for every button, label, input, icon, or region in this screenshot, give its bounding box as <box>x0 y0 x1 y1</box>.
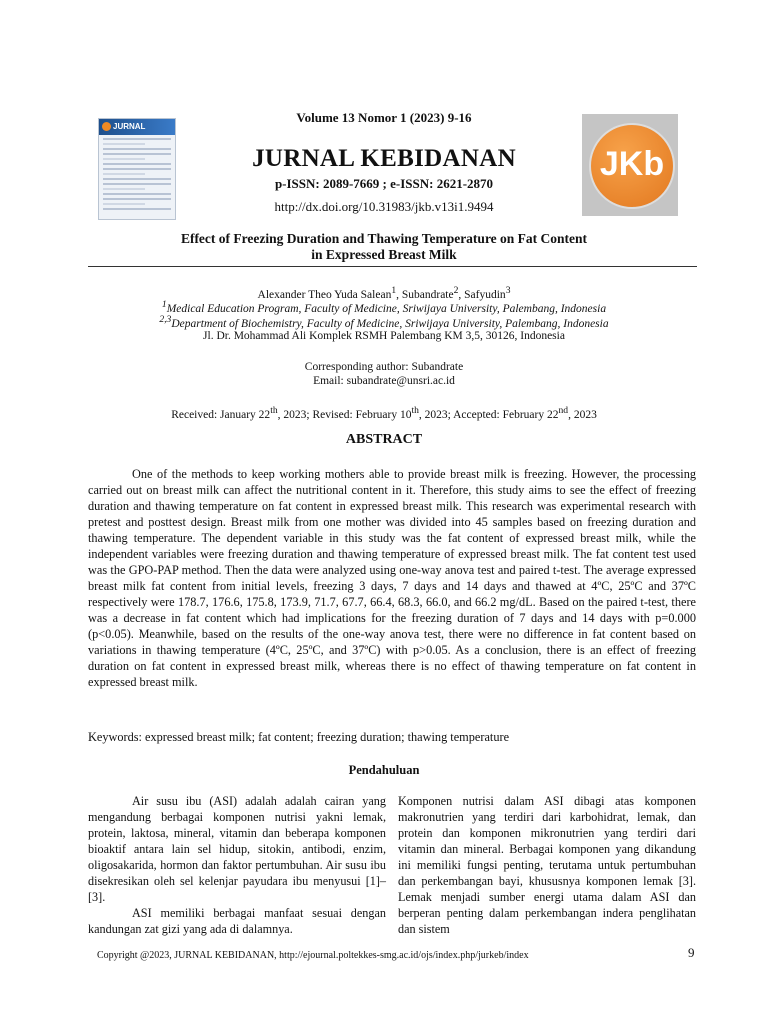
volume-info: Volume 13 Nomor 1 (2023) 9-16 <box>296 110 472 125</box>
header-divider <box>88 266 697 267</box>
journal-logo <box>582 114 678 216</box>
intro-column-left <box>88 793 386 937</box>
page-number: 9 <box>688 945 695 960</box>
intro-column-right <box>398 793 696 937</box>
intro-paragraph: Komponen nutrisi dalam ASI dibagi atas komponen makronutrien yang terdiri dari karbohidrat, lemak, dan protein dan komponen mikronutrien yang terdiri dari vitamin dan mineral. Berbagai komponen yang dikandung ini memiliki fungsi penting, terutama untuk pertumbuhan dan perkembangan bayi, khususnya komponen lemak [3]. Lemak menjadi sumber energi utama dalam ASI dan berperan penting dalam perkembangan indera penglihatan dan sistem <box>398 794 696 936</box>
footer-copyright: Copyright @2023, JURNAL KEBIDANAN, http://ejournal.poltekkes-smg.ac.id/ojs/index.php/jurkeb/index <box>97 950 529 961</box>
cover-banner <box>99 119 175 135</box>
article-title: Effect of Freezing Duration and Thawing Temperature on Fat Content in Expressed Breast Milk <box>180 231 588 262</box>
doi-link[interactable]: http://dx.doi.org/10.31983/jkb.v13i1.9494 <box>274 199 494 214</box>
jkb-logo-icon: JKb <box>589 123 675 209</box>
corresponding-email: Email: subandrate@unsri.ac.id <box>313 375 455 387</box>
author-list: Alexander Theo Yuda Salean$^1$, Subandrate$^2$, Safyudin$^3$ <box>257 285 511 301</box>
address: Jl. Dr. Mohammad Ali Komplek RSMH Palembang KM 3,5, 30126, Indonesia <box>203 330 565 342</box>
issn: p-ISSN: 2089-7669 ; e-ISSN: 2621-2870 <box>274 176 494 191</box>
journal-title: JURNAL KEBIDANAN <box>252 145 516 172</box>
keywords: Keywords: expressed breast milk; fat content; freezing duration; thawing temperature <box>88 730 510 744</box>
submission-dates: Received: January 22th, 2023; Revised: February 10th, 2023; Accepted: February 22nd, 2023 <box>171 405 597 421</box>
section-heading-pendahuluan: Pendahuluan <box>348 763 420 777</box>
intro-paragraph: ASI memiliki berbagai manfaat sesuai dengan kandungan zat gizi yang ada di dalamnya. <box>88 906 386 936</box>
intro-paragraph: Air susu ibu (ASI) adalah adalah cairan yang mengandung berbagai komponen nutrisi yakni lemak, protein, laktosa, mineral, vitamin dan beberapa komponen bioaktif antara lain sel hidup, sitokin, antibodi, enzim, oligosakarida, hormon dan faktor pertumbuhan. Air susu ibu disekresikan oleh sel kelenjar payudara ibu menyusui [1]–[3]. <box>88 794 386 904</box>
corresponding-author: Corresponding author: Subandrate <box>304 361 464 373</box>
affiliation-1: $^1$Medical Education Program, Faculty of Medicine, Sriwijaya University, Palembang, Indonesia <box>161 299 607 315</box>
abstract-heading: ABSTRACT <box>345 432 423 447</box>
cover-title: JURNAL <box>113 122 146 131</box>
abstract-text: One of the methods to keep working mothers able to provide breast milk is freezing. However, the processing carried out on breast milk can affect the nutritional content in it. Therefore, this study aims to see the effect of freezing duration and thawing temperature on fat content in expressed breast milk. This research was experimental research with pretest and posttest design. Breast milk from one mother was divided into 45 samples based on freezing duration and thawing temperature. The dependent variable in this study was the fat content of expressed breast milk, while the independent variables were freezing duration and thawing temperature of expressed breast milk. The fat content test used was the GPO-PAP method. Then the data were analyzed using one-way anova test and paired t-test. The average expressed breast milk fat content from initial levels, freezing 3 days, 7 days and 14 days and thawed at 4ºC, 25ºC and 37ºC respectively were 178.7, 176.6, 175.8, 173.9, 71.7, 67.7, 66.4, 68.3, 66.0, and 66.2 mg/dL. Based on the paired t-test, there was a decrease in fat content which had implications for the freezing duration of 7 days and 14 days with p=0.000 (p<0.05). Meanwhile, based on the results of the one-way anova test, there were no difference in fat content based on variations in thawing temperature (4ºC, 25ºC, and 37ºC) with p>0.05. As a conclusion, there is an effect of freezing duration on fat content in expressed breast milk, whereas there is no effect of thawing temperature on fat content in expressed breast milk. <box>88 467 696 689</box>
cover-logo-icon <box>102 122 111 131</box>
affiliation-2: $^{2,3}$Department of Biochemistry, Faculty of Medicine, Sriwijaya University, Palembang, Indonesia <box>159 314 609 330</box>
